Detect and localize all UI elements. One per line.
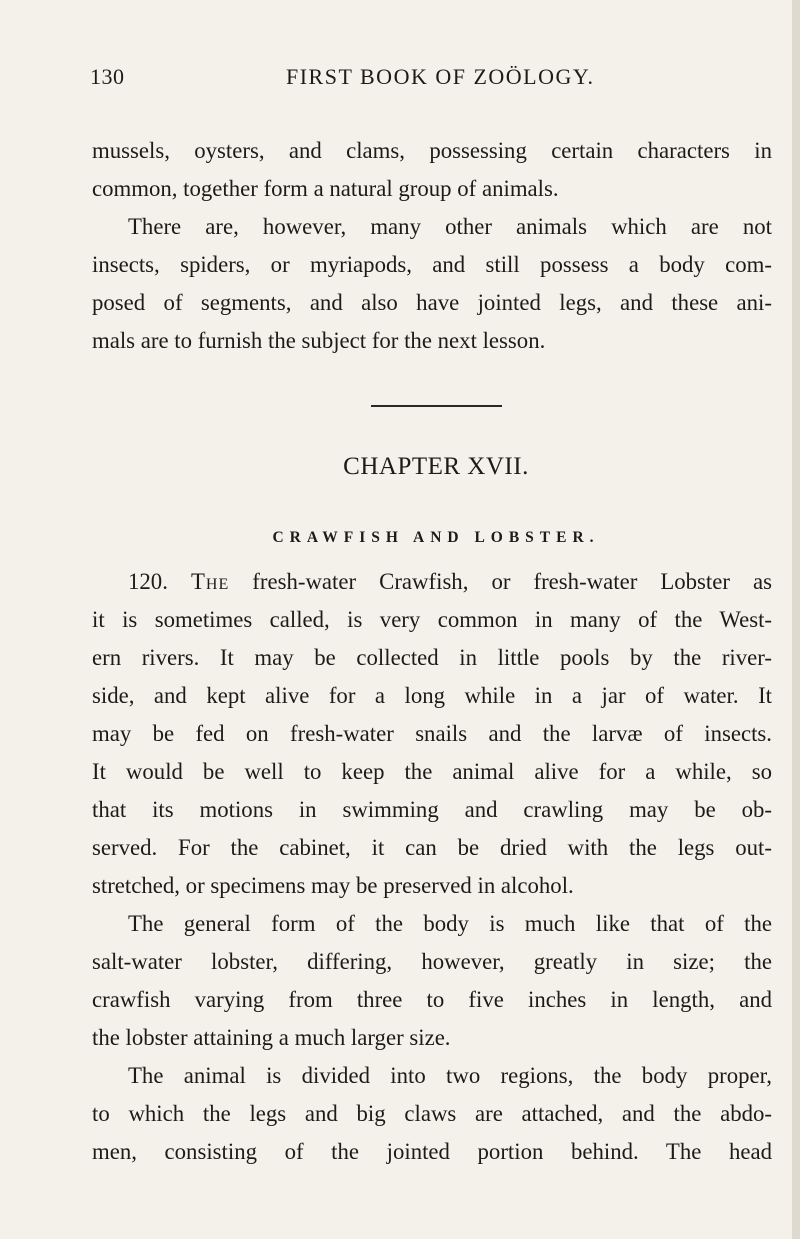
running-head — [90, 64, 780, 94]
text-line: The general form of the body is much like that of the — [128, 911, 772, 936]
text-line: served. For the cabinet, it can be dried with the legs out- — [92, 835, 772, 860]
text-line: to which the legs and big claws are attached, and the abdo- — [92, 1101, 772, 1126]
text-line: the lobster attaining a much larger size. — [92, 1025, 451, 1050]
text-line: it is sometimes called, is very common in many of the West- — [92, 607, 772, 632]
section-divider-rule — [371, 405, 502, 407]
book-title: FIRST BOOK OF ZOÖLOGY. — [286, 64, 595, 89]
text-line: stretched, or specimens may be preserved in alcohol. — [92, 873, 574, 898]
text-line: insects, spiders, or myriapods, and still possess a body com- — [92, 252, 772, 277]
text-line: salt-water lobster, differing, however, greatly in size; the — [92, 949, 772, 974]
page-edge — [792, 0, 800, 1239]
section-number: 120. — [128, 569, 168, 594]
text-line: mussels, oysters, and clams, possessing certain characters in — [92, 138, 772, 163]
text-line: posed of segments, and also have jointed legs, and these ani- — [92, 290, 772, 315]
chapter-title: CHAPTER XVII. — [343, 453, 529, 480]
text-line: The animal is divided into two regions, the body proper, — [128, 1063, 772, 1088]
text-line: crawfish varying from three to five inches in length, and — [92, 987, 772, 1012]
text-line: It would be well to keep the animal alive for a while, so — [92, 759, 772, 784]
text-line: There are, however, many other animals which are not — [128, 214, 772, 239]
text-line: mals are to furnish the subject for the next lesson. — [92, 328, 546, 353]
page-number: 130 — [90, 64, 125, 89]
section-lead-word: The — [190, 569, 230, 594]
text-line: side, and kept alive for a long while in a jar of water. It — [92, 683, 772, 708]
text-line: that its motions in swimming and crawling may be ob- — [92, 797, 772, 822]
text-line: men, consisting of the jointed portion behind. The head — [92, 1139, 772, 1164]
text-line: common, together form a natural group of animals. — [92, 176, 559, 201]
text-line: may be fed on fresh-water snails and the larvæ of insects. — [92, 721, 772, 746]
text-line: ern rivers. It may be collected in little pools by the river- — [92, 645, 772, 670]
chapter-subtitle: CRAWFISH AND LOBSTER. — [272, 529, 600, 546]
section-first-line — [128, 566, 772, 598]
section-first-line-text: fresh-water Crawfish, or fresh-water Lobster as — [252, 569, 773, 594]
